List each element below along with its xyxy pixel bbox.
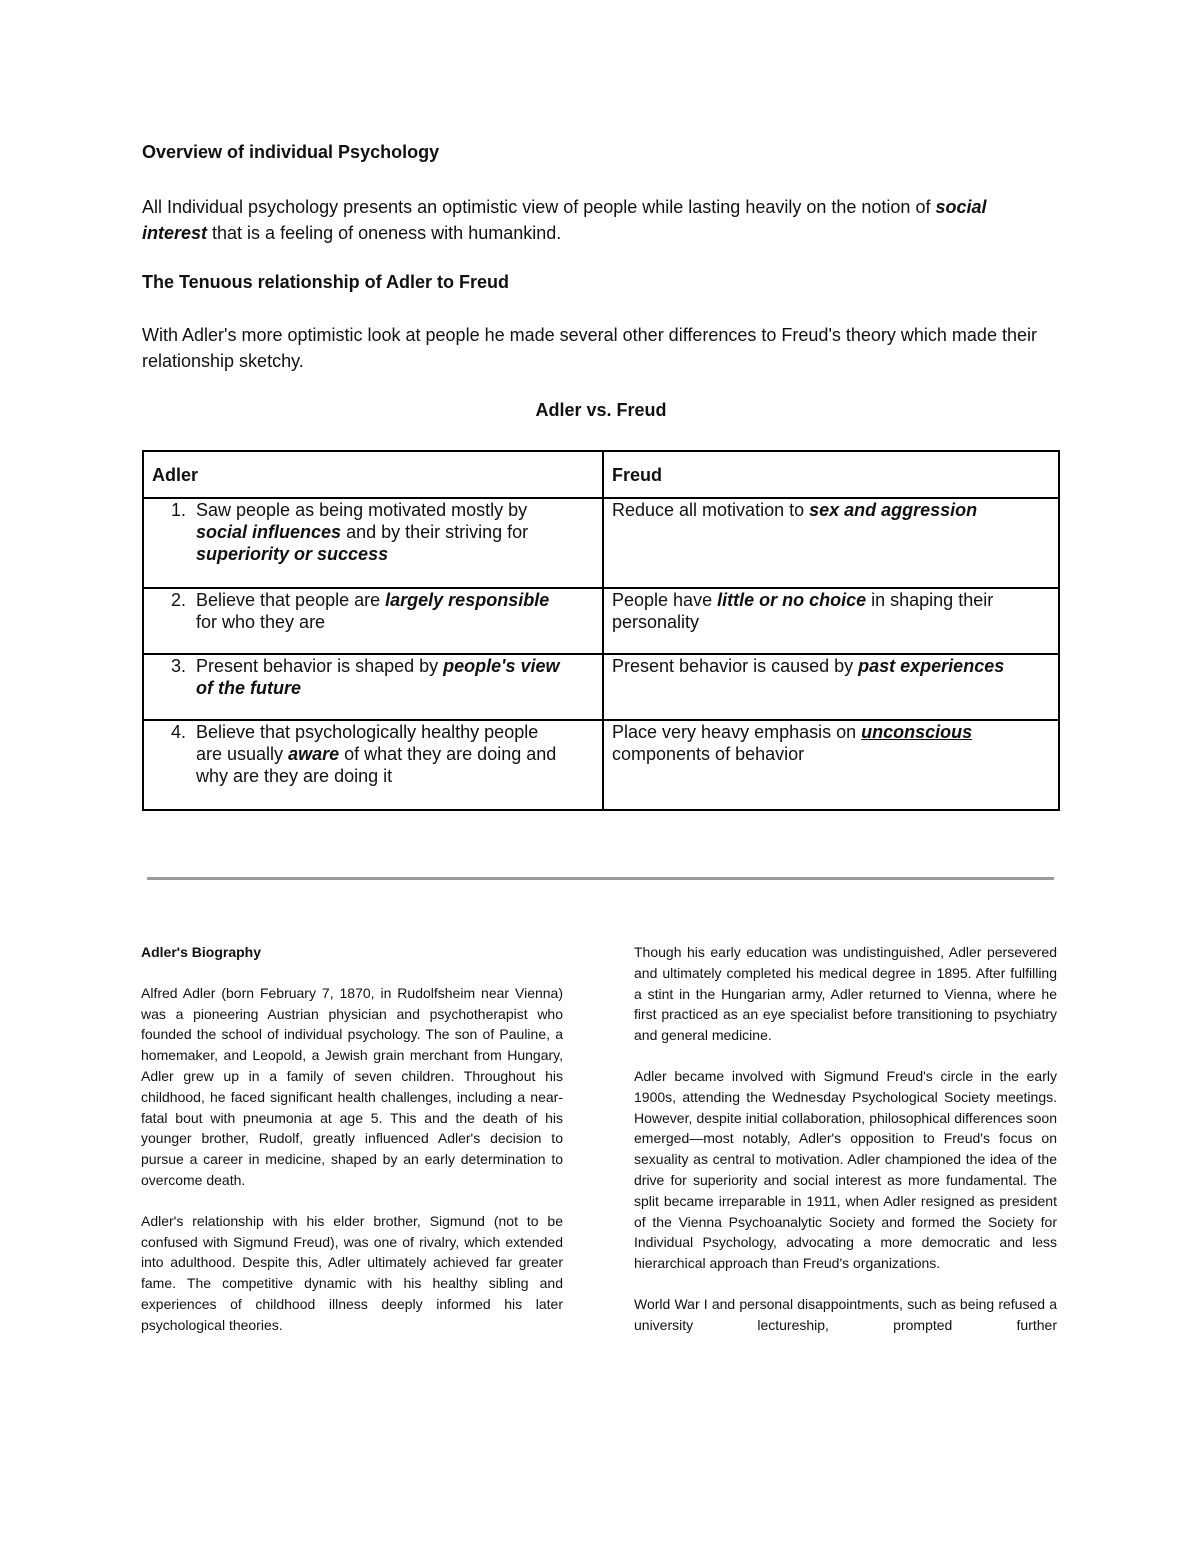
text: Believe that people are — [196, 590, 386, 610]
table-row — [143, 720, 1059, 810]
text: Saw people as being motivated mostly by — [196, 500, 528, 520]
text: Present behavior is shaped by — [196, 656, 444, 676]
freud-cell — [603, 498, 1059, 588]
biography-paragraph: Adler's relationship with his elder brother, Sigmund (not to be confused with Sigmund Freud), was one of rivalry, which extended into adulthood. Despite this, Adler ultimately achieved far greater fame. The competitive dynamic with his healthy sibling and experiences of childhood illness deeply informed his later psychological theories. — [141, 1212, 563, 1333]
text: and by their striving for — [341, 522, 529, 542]
emphasis: superiority or success — [196, 544, 389, 564]
emphasis: little or no choice — [717, 590, 867, 610]
emphasis: past experiences — [858, 656, 1005, 676]
row-number: 4. — [170, 722, 186, 742]
text: People have — [612, 590, 718, 610]
text: Place very heavy emphasis on — [612, 722, 862, 742]
comparison-table — [142, 450, 1060, 811]
text: Present behavior is caused by — [612, 656, 859, 676]
table-row — [143, 654, 1059, 720]
biography-paragraph: Though his early education was undistinguished, Adler persevered and ultimately completed his medical degree in 1895. After fulfilling a stint in the Hungarian army, Adler returned to Vienna, where he first practiced as an eye specialist before transitioning to psychiatry and general medicine. — [634, 944, 1057, 1044]
table-header-row — [143, 451, 1059, 498]
intro-text-2: that is a feeling of oneness with humankind. — [207, 223, 562, 243]
adler-text — [190, 499, 566, 565]
biography-paragraph: World War I and personal disappointments, such as being refused a university lectureship, prompted further — [634, 1295, 1057, 1333]
text: Reduce all motivation to — [612, 500, 810, 520]
emphasis: sex and aggression — [809, 500, 978, 520]
page-title: Overview of individual Psychology — [142, 142, 440, 162]
freud-cell — [603, 720, 1059, 810]
section-paragraph: With Adler's more optimistic look at people he made several other differences to Freud's theory which made their relationship sketchy. — [142, 325, 1037, 371]
adler-text — [190, 655, 566, 699]
biography-paragraph: Adler became involved with Sigmund Freud's circle in the early 1900s, attending the Wednesday Psychological Society meetings. However, despite initial collaboration, philosophical differences soon emerged—most notably, Adler's opposition to Freud's focus on sexuality as central to motivation. Adler championed the idea of the drive for superiority and social interest as more fundamental. The split became irreparable in 1911, when Adler resigned as president of the Vienna Psychoanalytic Society and formed the Society for Individual Psychology, advocating a more democratic and less hierarchical approach than Freud's organizations. — [634, 1067, 1057, 1272]
table-row — [143, 498, 1059, 588]
biography-right-column — [634, 942, 1057, 1356]
table-row — [143, 588, 1059, 654]
emphasis: unconscious — [861, 722, 973, 742]
header-freud: Freud — [603, 451, 1059, 498]
freud-cell — [603, 588, 1059, 654]
row-number: 2. — [170, 590, 186, 610]
emphasis: social influences — [196, 522, 342, 542]
emphasis: aware — [288, 744, 340, 764]
biography-heading: Adler's Biography — [141, 944, 262, 960]
adler-text — [190, 721, 566, 787]
emphasis: largely responsible — [385, 590, 550, 610]
row-number: 1. — [170, 500, 186, 520]
intro-paragraph — [142, 194, 1042, 246]
adler-cell — [143, 654, 603, 720]
table-title: Adler vs. Freud — [535, 400, 667, 420]
text: Believe that psychologically healthy people are usually — [196, 722, 539, 764]
adler-text — [190, 589, 566, 633]
text: for who they are — [196, 612, 326, 632]
text: components of behavior — [612, 744, 805, 764]
adler-cell — [143, 498, 603, 588]
adler-cell — [143, 588, 603, 654]
intro-emphasis: social interest — [142, 197, 987, 243]
text: in shaping their personality — [612, 590, 994, 632]
intro-text-1: All Individual psychology presents an optimistic view of people while lasting heavily on the notion of — [142, 197, 936, 217]
biography-left-column — [141, 942, 563, 1356]
freud-cell — [603, 654, 1059, 720]
row-number: 3. — [170, 656, 186, 676]
biography-paragraph: Alfred Adler (born February 7, 1870, in Rudolfsheim near Vienna) was a pioneering Austrian physician and psychotherapist who founded the school of individual psychology. The son of Pauline, a homemaker, and Leopold, a Jewish grain merchant from Hungary, Adler grew up in a family of seven children. Throughout his childhood, he faced significant health challenges, including a near-fatal bout with pneumonia at age 5. This and the death of his younger brother, Rudolf, greatly influenced Adler's decision to pursue a career in medicine, shaped by an early determination to overcome death. — [141, 984, 563, 1188]
header-adler: Adler — [143, 451, 603, 498]
text: of what they are doing and why are they are doing it — [196, 744, 557, 786]
horizontal-divider — [147, 877, 1054, 880]
emphasis: people's view of the future — [196, 656, 560, 698]
section-heading: The Tenuous relationship of Adler to Freud — [142, 272, 510, 292]
adler-cell — [143, 720, 603, 810]
